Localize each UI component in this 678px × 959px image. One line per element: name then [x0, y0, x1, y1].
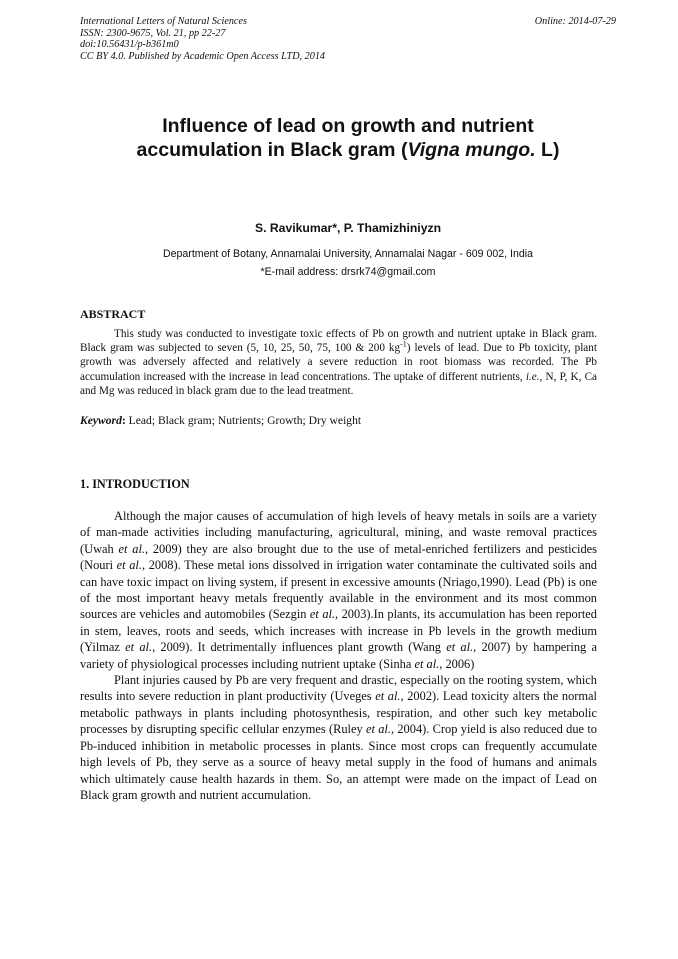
title-text-end: L)	[535, 139, 560, 161]
online-date: Online: 2014-07-29	[534, 16, 616, 27]
abstract-text: ) levels of lead. Due to Pb toxicity, plant growth was adversely affected and relatively a severe reduction in root biomass was recorded. The Pb accumulation increased with the increase in lead concentrations. The uptake of different nutrients,	[80, 342, 597, 383]
text: Plant injuries caused by Pb are very frequent and drastic, especially on the rooting system, which results into severe reduction in plant productivity (Uveges	[80, 673, 597, 704]
title-text: accumulation in Black gram (	[136, 139, 408, 161]
paper-title	[80, 114, 616, 162]
species-name: Vigna mungo.	[407, 139, 536, 161]
author-list: S. Ravikumar*, P. Thamizhiniyzn	[254, 221, 442, 235]
keywords	[80, 414, 597, 427]
license-line: CC BY 4.0. Published by Academic Open Access LTD, 2014	[80, 50, 326, 62]
section-heading-introduction: 1. INTRODUCTION	[80, 477, 190, 491]
text: Although the major causes of accumulation of high levels of heavy metals in soils are a variety of man-made activities including manufacturing, agricultural, mining, and waste removal practices (Uwah	[80, 509, 597, 556]
abstract-heading: ABSTRACT	[80, 307, 146, 321]
keywords-colon: :	[121, 414, 126, 427]
title-line-2	[80, 138, 616, 162]
keywords-list: Lead; Black gram; Nutrients; Growth; Dry weight	[125, 414, 362, 427]
text: 2009). It detrimentally influences plant growth (Wang	[155, 640, 447, 655]
affiliation: Department of Botany, Annamalai University, Annamalai Nagar - 609 002, India	[162, 248, 533, 260]
affiliation-block	[80, 245, 616, 281]
abstract-text: This study was conducted to investigate toxic effects of Pb on growth and nutrient uptake in Black gram. Black gram was subjected to seven (5, 10, 25, 50, 75, 100 & 200 kg	[80, 328, 597, 355]
intro-paragraph-2	[80, 672, 597, 803]
title-line-1: Influence of lead on growth and nutrient	[162, 115, 534, 137]
text: 2008). These metal ions dissolved in irrigation water contaminate the cultivated soils and can have toxic impact on living system, if present in excessive amounts (Nriago,1990). Lead (Pb) is one of the most important heavy metals frequently available in the environment and its most common sources are vehicles and automobiles (Sezgin	[80, 558, 597, 622]
text: 2007) by hampering a variety of physiological processes including nutrient uptake (Sinha	[80, 640, 597, 671]
intro-paragraph-1	[80, 508, 597, 672]
doi-line: doi:10.56431/p-b361m0	[80, 39, 179, 51]
keywords-label: Keyword	[80, 414, 122, 427]
citation-italic: et al.	[414, 656, 440, 671]
citation-italic: et al.,	[116, 558, 146, 573]
running-header	[80, 16, 616, 62]
journal-name: International Letters of Natural Sciences	[80, 16, 247, 27]
contact-email: *E-mail address: drsrk74@gmail.com	[260, 266, 436, 278]
introduction-body	[80, 508, 597, 803]
text: 2009) they are also brought due to the use of metal-enriched fertilizers and pesticides (Nouri	[80, 541, 597, 573]
issn-line: ISSN: 2300-9675, Vol. 21, pp 22-27	[80, 27, 226, 39]
citation-italic: et al.,	[125, 640, 156, 655]
citation-italic: et al.,	[118, 541, 149, 556]
abstract-text: N, P, K, Ca and Mg was reduced in black gram due to the lead treatment.	[80, 370, 598, 397]
text: 2003).In plants, its accumulation has been reported in stem, leaves, roots and seeds, which increases with increase in Pb levels in the growth medium (Yilmaz	[80, 607, 597, 655]
abstract-paragraph	[80, 327, 597, 398]
citation-italic: et al.,	[309, 607, 339, 622]
text: , 2006)	[439, 656, 475, 671]
abbrev-italic: i.e.,	[525, 370, 543, 383]
text: 2002). Lead toxicity alters the normal metabolic pathways in plants including photosynthesis, respiration, and other such key metabolic processes by disrupting specific cellular enzymes (Ruley	[80, 689, 597, 737]
text: 2004). Crop yield is also reduced due to Pb-induced inhibition in metabolic processes in plants. Since most crops can frequently accumulate high levels of Pb, they serve as a source of heavy metal supply in the food of humans and animals which ultimately cause health hazards in them. So, an attempt were made on the impact of Lead on Black gram growth and nutrient accumulation.	[80, 722, 597, 802]
citation-italic: et al.,	[375, 689, 404, 704]
unit-superscript: -1	[400, 339, 407, 349]
abstract-body	[80, 327, 597, 398]
citation-italic: et al.,	[446, 640, 477, 655]
citation-italic: et al.,	[365, 722, 395, 737]
